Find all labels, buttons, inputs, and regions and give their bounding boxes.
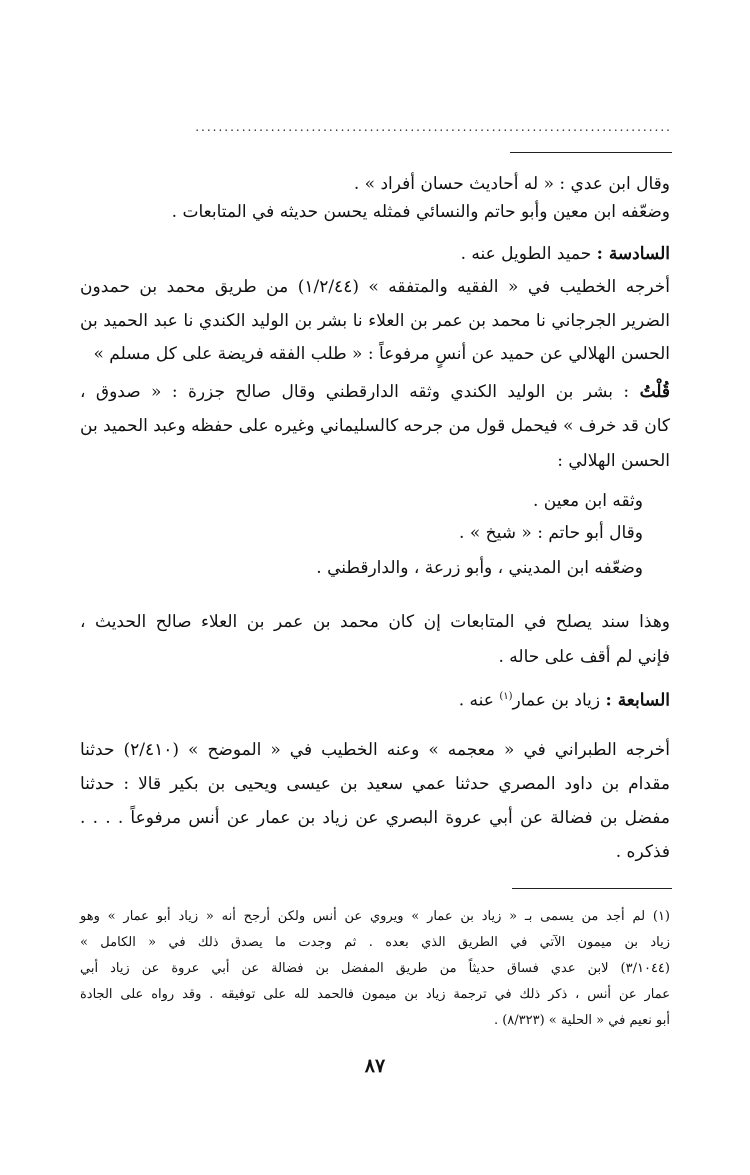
footnote-marker: (١) [499, 691, 513, 702]
section-heading [461, 242, 670, 266]
text-line: الضرير الجرجاني نا محمد بن عمر بن العلاء نا بشر بن الوليد الكندي نا عبد الحميد بن [80, 311, 670, 331]
section-heading-label: السادسة : [596, 244, 670, 264]
separator-dots: .................................................................................. [195, 122, 672, 132]
section-heading-text: زياد بن عمار [512, 690, 601, 711]
text-line: وضعّفه ابن معين وأبو حاتم والنسائي فمثله يحسن حديثه في المتابعات . [171, 202, 670, 222]
text-line: فإني لم أقف على حاله . [498, 647, 670, 667]
qultu-line [80, 380, 670, 404]
text-line: وقال ابن عدي : « له أحاديث حسان أفراد » . [353, 174, 670, 194]
section-heading-text: حميد الطويل عنه . [460, 244, 592, 264]
text-line: الحسن الهلالي عن حميد عن أنسٍ مرفوعاً : « طلب الفقه فريضة على كل مسلم » [93, 344, 670, 364]
quote-line: وقال أبو حاتم : « شيخ » . [459, 523, 643, 543]
footnote-line: (١) لم أجد من يسمى بـ « زياد بن عمار » ويروي عن أنس ولكن أرجح أنه « زياد أبو عمار » وهو [80, 909, 670, 924]
footnote-line: زياد بن ميمون الآتي في الطريق الذي بعده . ثم وجدت ما يصدق ذلك في « الكامل » [80, 935, 670, 950]
text-line: مقدام بن داود المصري حدثنا عمي سعيد بن عيسى ويحيى بن بكير قالا : حدثنا [80, 774, 670, 794]
top-rule [510, 152, 672, 153]
qultu-label: قُلْتُ [639, 382, 671, 402]
footnote-line: (٣/١٠٤٤) لابن عدي فساق حديثاً من طريق المفضل بن فضالة عن أبي عروة عن زياد أبي [80, 961, 670, 976]
page-number: ٨٧ [364, 1055, 386, 1077]
footnote-rule [512, 888, 672, 889]
text-line: أخرجه الخطيب في « الفقيه والمتفقه » (١/٢/٤٤) من طريق محمد بن حمدون [80, 277, 670, 297]
quote-line: وضعّفه ابن المديني ، وأبو زرعة ، والدارقطني . [316, 558, 643, 578]
text-line: الحسن الهلالي : [557, 451, 670, 471]
footnote-line: أبو نعيم في « الحلية » (٨/٣٢٣) . [493, 1013, 670, 1028]
section-heading [459, 685, 670, 713]
footnote-line: عمار عن أنس ، ذكر ذلك في ترجمة زياد بن ميمون فالحمد لله على توفيقه . وقد رواه على الجادة [80, 987, 670, 1002]
section-heading-label: السابعة : [605, 690, 670, 711]
text-line: وهذا سند يصلح في المتابعات إن كان محمد بن عمر بن العلاء صالح الحديث ، [80, 612, 670, 632]
qultu-text: : بشر بن الوليد الكندي وثقه الدارقطني وقال صالح جزرة : « صدوق ، [80, 382, 630, 402]
section-heading-tail: عنه . [458, 690, 494, 711]
text-line: مفضل بن فضالة عن أبي عروة البصري عن زياد بن عمار عن أنس مرفوعاً . . . . [80, 808, 670, 828]
text-line: فذكره . [615, 842, 670, 862]
text-line: كان قد خرف » فيحمل قول من جرحه كالسليماني وغيره على حفظه وعبد الحميد بن [80, 416, 670, 436]
quote-line: وثقه ابن معين . [532, 491, 643, 511]
text-line: أخرجه الطبراني في « معجمه » وعنه الخطيب في « الموضح » (٢/٤١٠) حدثنا [80, 740, 670, 760]
